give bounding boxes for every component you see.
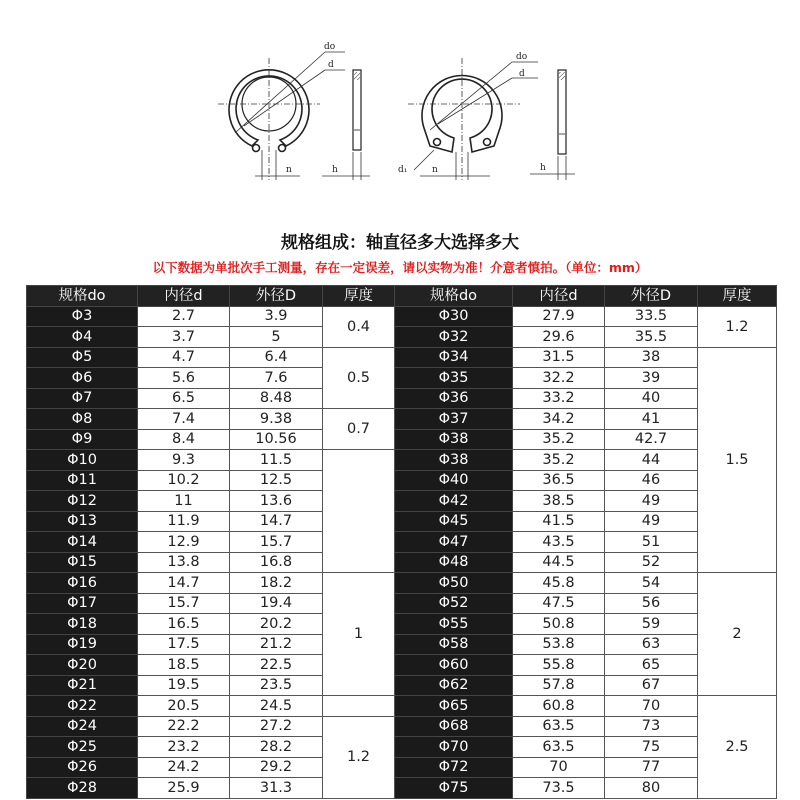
outer-diameter-cell: 27.2 — [230, 716, 323, 737]
spec-cell: Φ62 — [395, 675, 513, 696]
inner-diameter-cell: 7.4 — [138, 409, 230, 430]
inner-diameter-cell: 63.5 — [513, 737, 605, 758]
outer-diameter-cell: 7.6 — [230, 368, 323, 389]
spec-cell: Φ52 — [395, 593, 513, 614]
column-header: 厚度 — [698, 286, 777, 307]
spec-cell: Φ36 — [395, 388, 513, 409]
outer-diameter-cell: 5 — [230, 327, 323, 348]
inner-diameter-cell: 14.7 — [138, 573, 230, 594]
spec-cell: Φ68 — [395, 716, 513, 737]
spec-cell: Φ15 — [27, 552, 138, 573]
inner-diameter-cell: 44.5 — [513, 552, 605, 573]
outer-diameter-cell: 18.2 — [230, 573, 323, 594]
table-row — [27, 409, 777, 430]
outer-diameter-cell: 42.7 — [605, 429, 698, 450]
outer-diameter-cell: 33.5 — [605, 306, 698, 327]
outer-diameter-cell: 51 — [605, 532, 698, 553]
table-row — [27, 491, 777, 512]
outer-diameter-cell: 22.5 — [230, 655, 323, 676]
outer-diameter-cell: 54 — [605, 573, 698, 594]
spec-cell: Φ6 — [27, 368, 138, 389]
table-row — [27, 614, 777, 635]
thickness-cell — [323, 450, 395, 573]
outer-diameter-cell: 21.2 — [230, 634, 323, 655]
spec-cell: Φ34 — [395, 347, 513, 368]
inner-diameter-cell: 41.5 — [513, 511, 605, 532]
inner-diameter-cell: 11 — [138, 491, 230, 512]
inner-diameter-cell: 23.2 — [138, 737, 230, 758]
spec-cell: Φ25 — [27, 737, 138, 758]
inner-diameter-cell: 20.5 — [138, 696, 230, 717]
column-header: 规格do — [395, 286, 513, 307]
inner-diameter-cell: 8.4 — [138, 429, 230, 450]
inner-diameter-cell: 33.2 — [513, 388, 605, 409]
inner-diameter-cell: 3.7 — [138, 327, 230, 348]
outer-diameter-cell: 59 — [605, 614, 698, 635]
table-row — [27, 593, 777, 614]
thickness-cell — [323, 696, 395, 717]
outer-diameter-cell: 39 — [605, 368, 698, 389]
table-row — [27, 347, 777, 368]
circlip-diagram — [0, 0, 800, 200]
outer-diameter-cell: 75 — [605, 737, 698, 758]
spec-cell: Φ32 — [395, 327, 513, 348]
thickness-cell: 1.2 — [323, 716, 395, 798]
column-header: 厚度 — [323, 286, 395, 307]
table-row — [27, 388, 777, 409]
outer-diameter-cell: 77 — [605, 757, 698, 778]
table-row — [27, 573, 777, 594]
inner-diameter-cell: 57.8 — [513, 675, 605, 696]
inner-diameter-cell: 50.8 — [513, 614, 605, 635]
inner-diameter-cell: 45.8 — [513, 573, 605, 594]
table-row — [27, 696, 777, 717]
outer-diameter-cell: 16.8 — [230, 552, 323, 573]
table-row — [27, 470, 777, 491]
inner-diameter-cell: 22.2 — [138, 716, 230, 737]
column-header: 规格do — [27, 286, 138, 307]
outer-diameter-cell: 19.4 — [230, 593, 323, 614]
outer-diameter-cell: 13.6 — [230, 491, 323, 512]
inner-diameter-cell: 38.5 — [513, 491, 605, 512]
inner-diameter-cell: 36.5 — [513, 470, 605, 491]
table-row — [27, 552, 777, 573]
spec-cell: Φ20 — [27, 655, 138, 676]
outer-diameter-cell: 63 — [605, 634, 698, 655]
inner-diameter-cell: 16.5 — [138, 614, 230, 635]
outer-diameter-cell: 49 — [605, 511, 698, 532]
inner-diameter-cell: 32.2 — [513, 368, 605, 389]
spec-cell: Φ75 — [395, 778, 513, 799]
table-row — [27, 532, 777, 553]
label-n-right: n — [432, 165, 438, 175]
inner-diameter-cell: 63.5 — [513, 716, 605, 737]
spec-cell: Φ65 — [395, 696, 513, 717]
inner-diameter-cell: 34.2 — [513, 409, 605, 430]
inner-diameter-cell: 24.2 — [138, 757, 230, 778]
outer-diameter-cell: 23.5 — [230, 675, 323, 696]
outer-diameter-cell: 46 — [605, 470, 698, 491]
outer-diameter-cell: 70 — [605, 696, 698, 717]
spec-cell: Φ30 — [395, 306, 513, 327]
inner-diameter-cell: 27.9 — [513, 306, 605, 327]
inner-diameter-cell: 73.5 — [513, 778, 605, 799]
outer-diameter-cell: 14.7 — [230, 511, 323, 532]
inner-diameter-cell: 70 — [513, 757, 605, 778]
outer-diameter-cell: 15.7 — [230, 532, 323, 553]
label-do-left: do — [324, 42, 336, 52]
thickness-cell: 1.2 — [698, 306, 777, 347]
spec-cell: Φ8 — [27, 409, 138, 430]
inner-diameter-cell: 19.5 — [138, 675, 230, 696]
thickness-cell: 2.5 — [698, 696, 777, 799]
outer-diameter-cell: 67 — [605, 675, 698, 696]
outer-diameter-cell: 44 — [605, 450, 698, 471]
table-row — [27, 675, 777, 696]
spec-cell: Φ48 — [395, 552, 513, 573]
table-row — [27, 450, 777, 471]
thickness-cell: 0.7 — [323, 409, 395, 450]
spec-cell: Φ26 — [27, 757, 138, 778]
table-row — [27, 327, 777, 348]
inner-diameter-cell: 60.8 — [513, 696, 605, 717]
spec-cell: Φ24 — [27, 716, 138, 737]
inner-diameter-cell: 18.5 — [138, 655, 230, 676]
spec-cell: Φ50 — [395, 573, 513, 594]
outer-diameter-cell: 9.38 — [230, 409, 323, 430]
spec-cell: Φ38 — [395, 450, 513, 471]
inner-diameter-cell: 55.8 — [513, 655, 605, 676]
inner-diameter-cell: 35.2 — [513, 450, 605, 471]
inner-diameter-cell: 4.7 — [138, 347, 230, 368]
outer-diameter-cell: 35.5 — [605, 327, 698, 348]
outer-diameter-cell: 49 — [605, 491, 698, 512]
outer-diameter-cell: 8.48 — [230, 388, 323, 409]
outer-diameter-cell: 20.2 — [230, 614, 323, 635]
spec-cell: Φ72 — [395, 757, 513, 778]
outer-diameter-cell: 38 — [605, 347, 698, 368]
spec-cell: Φ10 — [27, 450, 138, 471]
outer-diameter-cell: 12.5 — [230, 470, 323, 491]
outer-diameter-cell: 52 — [605, 552, 698, 573]
outer-diameter-cell: 31.3 — [230, 778, 323, 799]
table-row — [27, 757, 777, 778]
table-row — [27, 306, 777, 327]
inner-diameter-cell: 25.9 — [138, 778, 230, 799]
outer-diameter-cell: 29.2 — [230, 757, 323, 778]
spec-cell: Φ42 — [395, 491, 513, 512]
label-do-right: do — [516, 52, 528, 62]
outer-diameter-cell: 6.4 — [230, 347, 323, 368]
column-header: 内径d — [138, 286, 230, 307]
inner-diameter-cell: 29.6 — [513, 327, 605, 348]
header-row — [27, 286, 777, 307]
label-n-left: n — [286, 165, 292, 175]
table-row — [27, 716, 777, 737]
table-row — [27, 368, 777, 389]
inner-diameter-cell: 47.5 — [513, 593, 605, 614]
thickness-cell: 0.4 — [323, 306, 395, 347]
inner-diameter-cell: 15.7 — [138, 593, 230, 614]
spec-cell: Φ38 — [395, 429, 513, 450]
spec-table — [26, 285, 777, 799]
outer-diameter-cell: 65 — [605, 655, 698, 676]
table-row — [27, 655, 777, 676]
inner-diameter-cell: 43.5 — [513, 532, 605, 553]
inner-diameter-cell: 2.7 — [138, 306, 230, 327]
spec-cell: Φ45 — [395, 511, 513, 532]
label-d-left: d — [328, 60, 334, 70]
spec-cell: Φ7 — [27, 388, 138, 409]
spec-cell: Φ3 — [27, 306, 138, 327]
table-row — [27, 737, 777, 758]
measurement-notice: 以下数据为单批次手工测量，存在一定误差，请以实物为准！介意者慎拍。（单位：mm） — [152, 260, 648, 275]
inner-diameter-cell: 35.2 — [513, 429, 605, 450]
spec-cell: Φ5 — [27, 347, 138, 368]
spec-cell: Φ47 — [395, 532, 513, 553]
column-header: 外径D — [605, 286, 698, 307]
spec-cell: Φ14 — [27, 532, 138, 553]
inner-diameter-cell: 9.3 — [138, 450, 230, 471]
spec-cell: Φ60 — [395, 655, 513, 676]
table-row — [27, 778, 777, 799]
column-header: 内径d — [513, 286, 605, 307]
outer-diameter-cell: 3.9 — [230, 306, 323, 327]
spec-cell: Φ40 — [395, 470, 513, 491]
spec-cell: Φ17 — [27, 593, 138, 614]
inner-diameter-cell: 31.5 — [513, 347, 605, 368]
label-d-right: d — [519, 69, 525, 79]
outer-diameter-cell: 41 — [605, 409, 698, 430]
side-view-left — [353, 70, 361, 150]
inner-diameter-cell: 6.5 — [138, 388, 230, 409]
spec-cell: Φ58 — [395, 634, 513, 655]
spec-cell: Φ11 — [27, 470, 138, 491]
spec-cell: Φ37 — [395, 409, 513, 430]
inner-diameter-cell: 11.9 — [138, 511, 230, 532]
label-d1-right: d₁ — [398, 165, 408, 175]
spec-cell: Φ70 — [395, 737, 513, 758]
inner-diameter-cell: 5.6 — [138, 368, 230, 389]
inner-diameter-cell: 10.2 — [138, 470, 230, 491]
outer-diameter-cell: 11.5 — [230, 450, 323, 471]
page-title: 规格组成：轴直径多大选择多大 — [281, 233, 519, 253]
table-row — [27, 429, 777, 450]
spec-cell: Φ4 — [27, 327, 138, 348]
spec-cell: Φ21 — [27, 675, 138, 696]
thickness-cell: 1 — [323, 573, 395, 696]
outer-diameter-cell: 73 — [605, 716, 698, 737]
inner-diameter-cell: 13.8 — [138, 552, 230, 573]
spec-cell: Φ13 — [27, 511, 138, 532]
spec-cell: Φ28 — [27, 778, 138, 799]
column-header: 外径D — [230, 286, 323, 307]
spec-cell: Φ12 — [27, 491, 138, 512]
spec-cell: Φ22 — [27, 696, 138, 717]
inner-diameter-cell: 17.5 — [138, 634, 230, 655]
spec-cell: Φ55 — [395, 614, 513, 635]
spec-cell: Φ9 — [27, 429, 138, 450]
thickness-cell: 0.5 — [323, 347, 395, 409]
outer-diameter-cell: 24.5 — [230, 696, 323, 717]
outer-diameter-cell: 10.56 — [230, 429, 323, 450]
spec-cell: Φ35 — [395, 368, 513, 389]
table-row — [27, 634, 777, 655]
spec-cell: Φ18 — [27, 614, 138, 635]
side-view-right — [558, 70, 566, 154]
outer-diameter-cell: 28.2 — [230, 737, 323, 758]
thickness-cell: 1.5 — [698, 347, 777, 573]
label-h-right: h — [540, 163, 546, 173]
outer-diameter-cell: 40 — [605, 388, 698, 409]
thickness-cell: 2 — [698, 573, 777, 696]
inner-diameter-cell: 12.9 — [138, 532, 230, 553]
spec-cell: Φ19 — [27, 634, 138, 655]
inner-diameter-cell: 53.8 — [513, 634, 605, 655]
outer-diameter-cell: 56 — [605, 593, 698, 614]
table-row — [27, 511, 777, 532]
spec-cell: Φ16 — [27, 573, 138, 594]
outer-diameter-cell: 80 — [605, 778, 698, 799]
label-h-left: h — [332, 165, 338, 175]
